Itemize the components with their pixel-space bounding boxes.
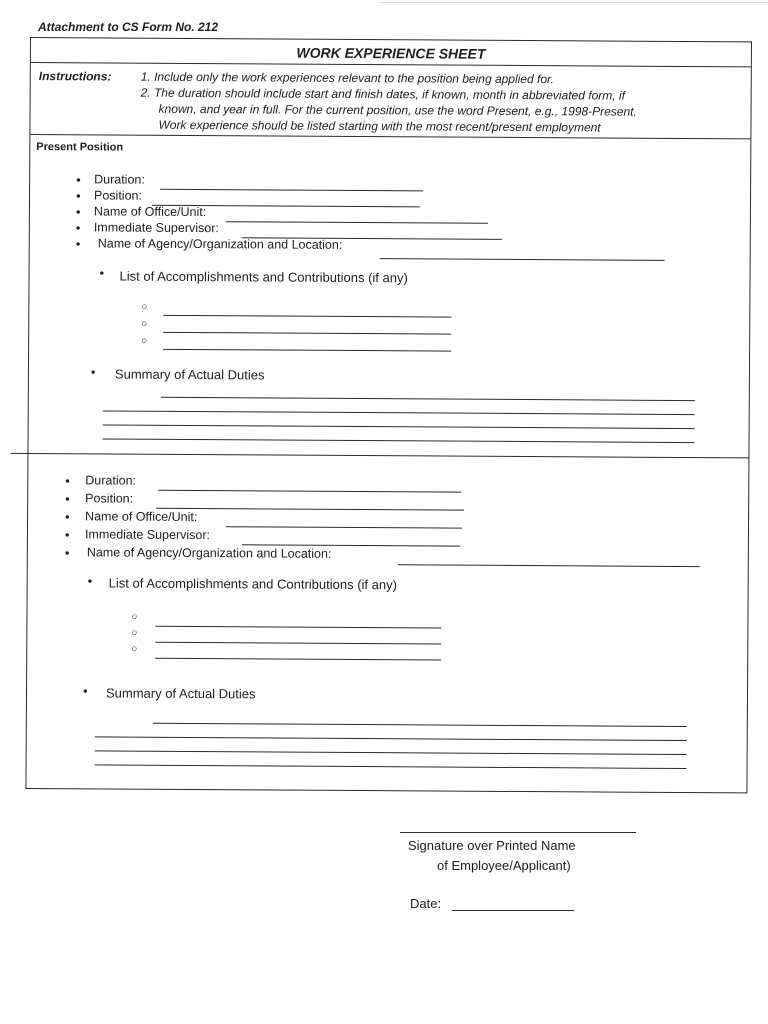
bullet: • xyxy=(76,172,81,188)
accomplishments-label: List of Accomplishments and Contributions (if any) xyxy=(119,268,408,286)
bullet: • xyxy=(64,545,70,561)
duties-field-4[interactable] xyxy=(103,438,695,443)
circle-bullet: ○ xyxy=(141,318,148,330)
bullet: • xyxy=(65,491,70,507)
position-label: Position: xyxy=(93,188,143,203)
accomplishment-field-2[interactable] xyxy=(163,332,451,335)
bullet: • xyxy=(90,364,96,380)
agency-location-field[interactable] xyxy=(398,564,700,567)
agency-location-label: Name of Agency/Organization and Location: xyxy=(86,545,332,561)
circle-bullet: ○ xyxy=(141,301,148,313)
circle-bullet: ○ xyxy=(131,643,138,655)
bullet: • xyxy=(65,473,70,489)
office-unit-label: Name of Office/Unit: xyxy=(93,204,207,220)
work-experience-form xyxy=(25,37,752,793)
signature-label: Signature over Printed Name xyxy=(408,838,576,853)
duration-field[interactable] xyxy=(160,189,423,192)
bullet: • xyxy=(82,683,88,699)
summary-duties-label: Summary of Actual Duties xyxy=(114,366,265,383)
duties-field-1[interactable] xyxy=(153,723,687,727)
bullet: • xyxy=(75,220,81,236)
circle-bullet: ○ xyxy=(141,335,148,347)
office-unit-label: Name of Office/Unit: xyxy=(85,509,198,525)
duration-label: Duration: xyxy=(85,473,137,488)
accomplishments-label: List of Accomplishments and Contributions (if any) xyxy=(108,575,398,593)
duration-label: Duration: xyxy=(94,172,145,187)
immediate-supervisor-label: Immediate Supervisor: xyxy=(84,527,211,543)
instruction-1: 1. Include only the work experiences relevant to the position being applied for. xyxy=(140,69,554,87)
bullet: • xyxy=(64,527,70,543)
duties-field-2[interactable] xyxy=(95,736,687,741)
bullet: • xyxy=(65,509,70,525)
accomplishment-field-2[interactable] xyxy=(155,642,441,645)
duties-field-4[interactable] xyxy=(95,764,687,769)
instruction-2-cont-a: known, and year in full. For the current position, use the word Present, e.g., 1998-Present. xyxy=(158,101,637,119)
bullet: • xyxy=(87,573,93,589)
office-unit-field[interactable] xyxy=(226,526,462,528)
instructions-label: Instructions: xyxy=(38,69,112,84)
position-label: Position: xyxy=(85,491,134,506)
office-unit-field[interactable] xyxy=(226,221,488,224)
immediate-supervisor-label: Immediate Supervisor: xyxy=(93,220,219,236)
agency-location-field[interactable] xyxy=(380,258,665,261)
duties-field-3[interactable] xyxy=(95,750,687,755)
agency-location-label: Name of Agency/Organization and Location: xyxy=(97,236,343,252)
accomplishment-field-1[interactable] xyxy=(155,626,441,629)
accomplishment-field-1[interactable] xyxy=(163,315,451,318)
bullet: • xyxy=(75,236,81,252)
date-field[interactable] xyxy=(452,910,574,911)
duties-field-3[interactable] xyxy=(103,424,695,429)
circle-bullet: ○ xyxy=(131,611,138,623)
bullet: • xyxy=(75,188,81,204)
date-label: Date: xyxy=(410,896,442,911)
form-title: WORK EXPERIENCE SHEET xyxy=(296,44,486,62)
summary-duties-label: Summary of Actual Duties xyxy=(105,685,256,702)
bullet: • xyxy=(75,204,81,220)
accomplishment-field-3[interactable] xyxy=(155,658,441,661)
bullet: • xyxy=(99,265,105,281)
attachment-label: Attachment to CS Form No. 212 xyxy=(38,20,219,34)
present-position-label: Present Position xyxy=(36,141,124,154)
duration-field[interactable] xyxy=(158,490,461,493)
position-field[interactable] xyxy=(156,508,464,511)
section-divider xyxy=(10,453,749,459)
instruction-2: 2. The duration should include start and finish dates, if known, month in abbreviated form, if xyxy=(140,85,625,103)
signature-sublabel: of Employee/Applicant) xyxy=(437,858,571,873)
instruction-2-cont-b: Work experience should be listed starting with the most recent/present employment xyxy=(158,117,601,135)
duties-field-1[interactable] xyxy=(161,397,695,401)
signature-field[interactable] xyxy=(400,832,636,833)
accomplishment-field-3[interactable] xyxy=(163,349,451,352)
duties-field-2[interactable] xyxy=(103,410,695,415)
circle-bullet: ○ xyxy=(131,627,138,639)
scan-artifact-line xyxy=(380,2,768,3)
instructions-row xyxy=(30,62,750,139)
